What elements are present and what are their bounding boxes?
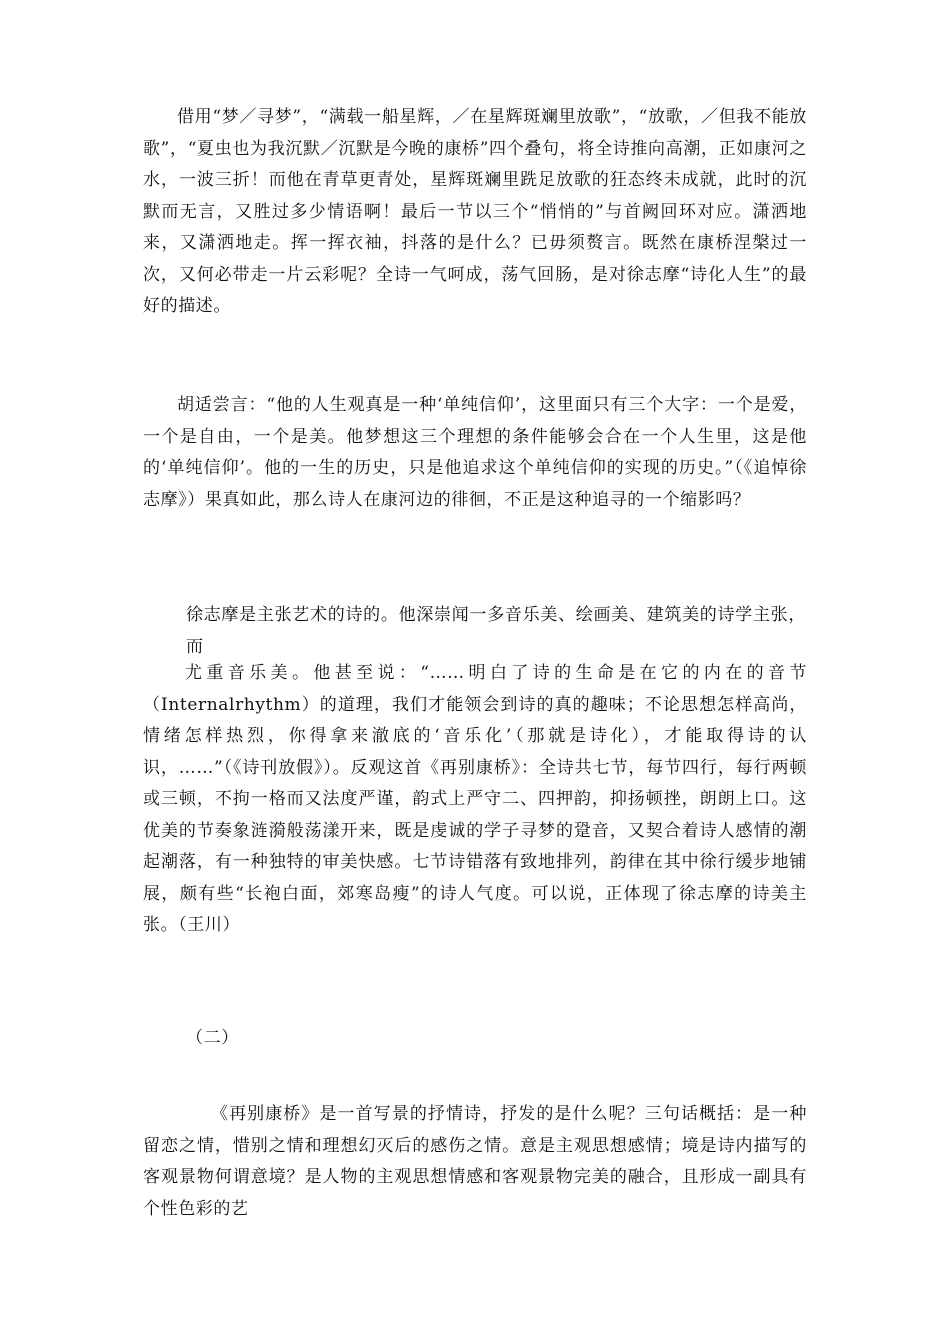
paragraph-music-beauty: 尤重音乐美。他甚至说：“……明白了诗的生命是在它的内在的音节（Internalrhythm）的道理，我们才能领会到诗的真的趣味；不论思想怎样高尚，情绪怎样热烈，你得拿来澈底的‘音乐化’（那就是诗化），才能取得诗的认识，……”（《诗刊放假》）。反观这首《再别康桥》：全诗共七节，每节四行，每行两顿或三顿，不拘一格而又法度严谨，韵式上严守二、四押韵，抑扬顿挫，朗朗上口。这优美的节奏象涟漪般荡漾开来，既是虔诚的学子寻梦的跫音，又契合着诗人感情的潮起潮落，有一种独特的审美快感。七节诗错落有致地排列，韵律在其中徐行缓步地铺展，颇有些“长袍白面，郊寒岛瘦”的诗人气度。可以说，正体现了徐志摩的诗美主张。（王川） <box>143 663 807 935</box>
paragraph-hu-shi-quote: 胡适尝言：“他的人生观真是一种‘单纯信仰’，这里面只有三个大字：一个是爱，一个是自由，一个是美。他梦想这三个理想的条件能够会合在一个人生里，这是他的‘单纯信仰’。他的一生的历史，只是他追求这个单纯信仰的实现的历史。”（《追悼徐志摩》）果真如此，那么诗人在康河边的徘徊，不正是这种追寻的一个缩影吗？ <box>143 395 807 510</box>
paragraph-dream-refrains: 借用“梦／寻梦”，“满载一船星辉，／在星辉斑斓里放歌”，“放歌，／但我不能放歌”，“夏虫也为我沉默／沉默是今晚的康桥”四个叠句，将全诗推向高潮，正如康河之水，一波三折！而他在青草更青处，星辉斑斓里跣足放歌的狂态终未成就，此时的沉默而无言，又胜过多少情语啊！最后一节以三个“悄悄的”与首阙回环对应。潇洒地来，又潇洒地走。挥一挥衣袖，抖落的是什么？已毋须赘言。既然在康桥涅槃过一次，又何必带走一片云彩呢？全诗一气呵成，荡气回肠，是对徐志摩“诗化人生”的最好的描述。 <box>143 107 807 316</box>
paragraph-lyric-landscape: 《再别康桥》是一首写景的抒情诗，抒发的是什么呢？三句话概括：是一种留恋之情，惜别之情和理想幻灭后的感伤之情。意是主观思想感情；境是诗内描写的客观景物何谓意境？是人物的主观思想情感和客观景物完美的融合，且形成一副具有个性色彩的艺 <box>143 1104 807 1219</box>
section-label: （二） <box>186 1028 239 1048</box>
paragraph-art-poetry-intro: 徐志摩是主张艺术的诗的。他深崇闻一多音乐美、绘画美、建筑美的诗学主张，而 <box>186 605 806 657</box>
